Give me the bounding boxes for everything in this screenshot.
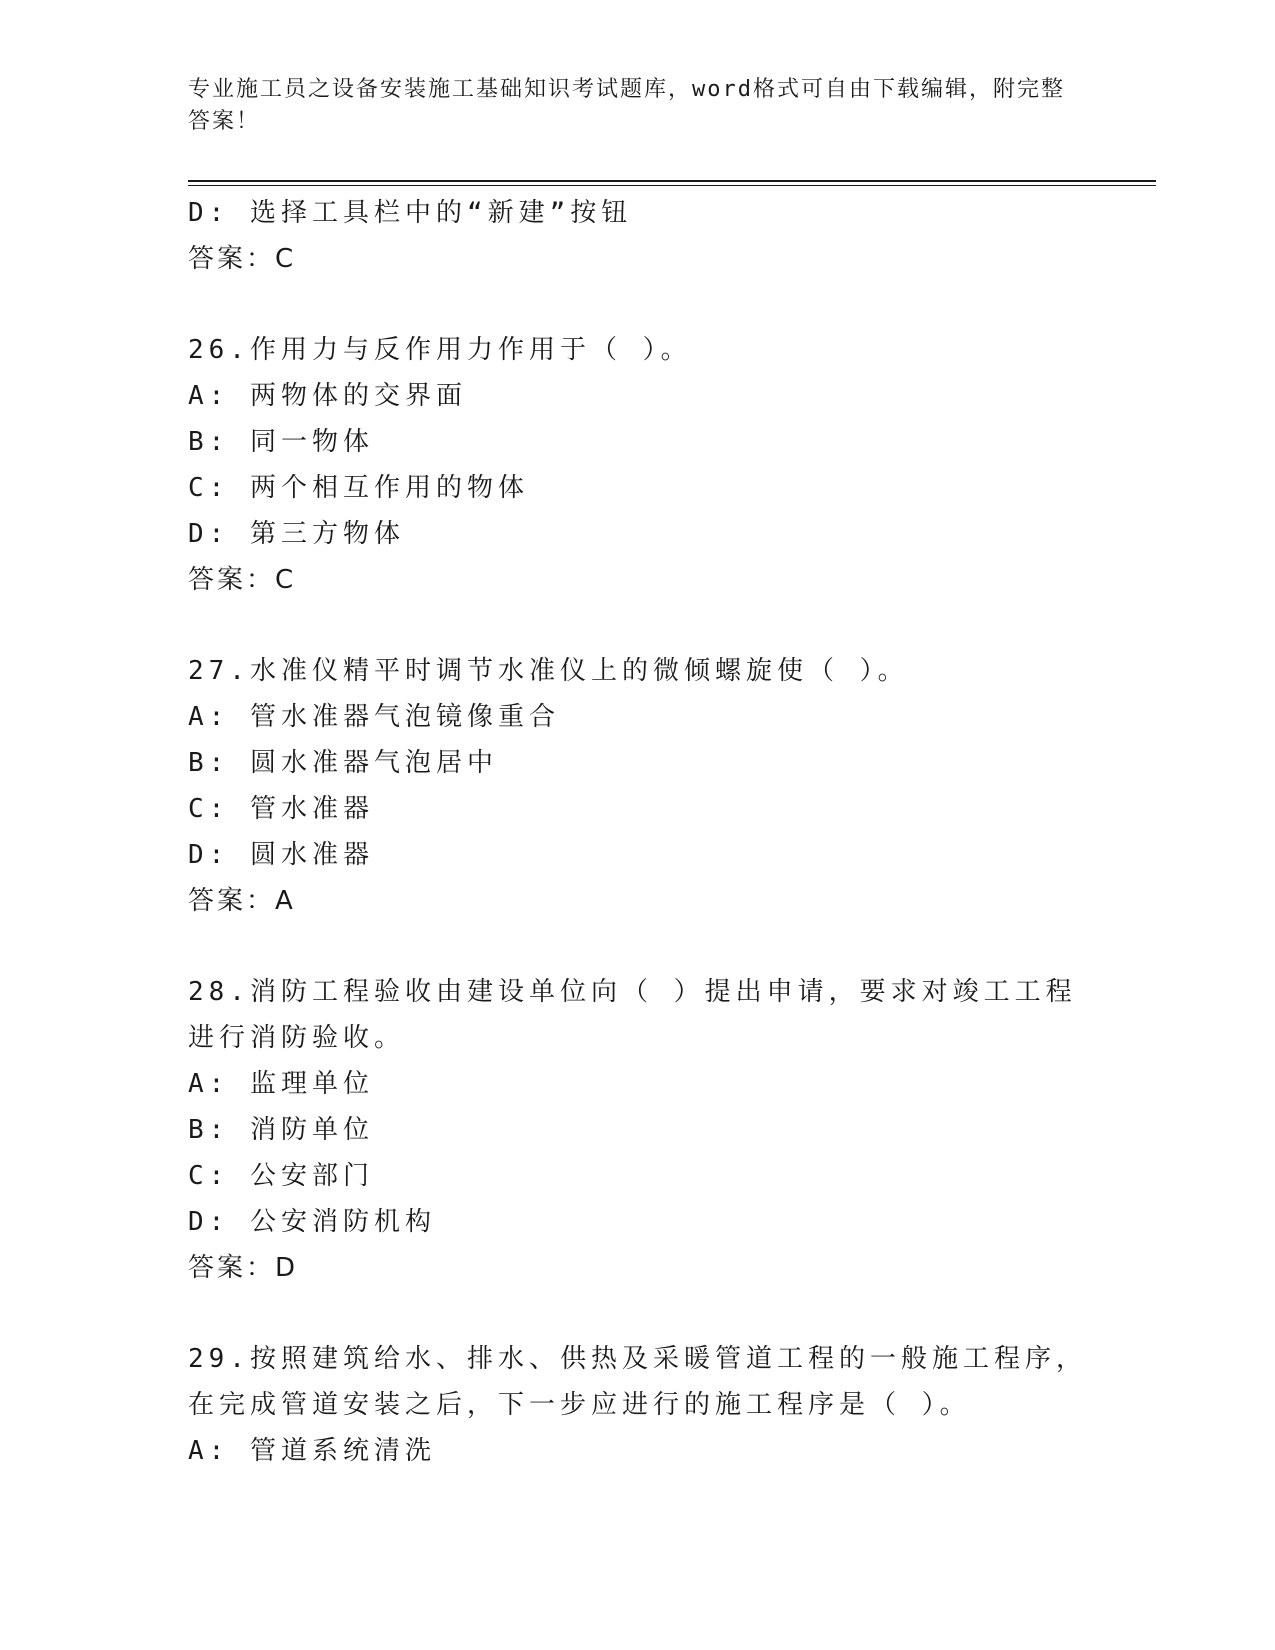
- option-c: C: 公安部门: [188, 1161, 374, 1191]
- question-block-28: [188, 969, 1088, 1291]
- answer-line: 答案：C: [188, 565, 297, 595]
- option-a: A: 监理单位: [188, 1069, 374, 1099]
- question-block-25-tail: [188, 190, 1088, 282]
- question-text: 26.作用力与反作用力作用于（ ）。: [188, 335, 692, 365]
- question-text: 29.按照建筑给水、排水、供热及采暖管道工程的一般施工程序，在完成管道安装之后，下一步应进行的施工程序是（ ）。: [188, 1344, 1087, 1420]
- option-a: A: 两物体的交界面: [188, 381, 467, 411]
- option-d: D: 选择工具栏中的“新建”按钮: [188, 198, 633, 228]
- answer-line: 答案：D: [188, 1253, 299, 1283]
- option-c: C: 管水准器: [188, 794, 374, 824]
- document-header: 专业施工员之设备安装施工基础知识考试题库，word格式可自由下载编辑，附完整答案！: [188, 77, 1065, 134]
- question-block-27: [188, 648, 1088, 924]
- option-d: D: 圆水准器: [188, 840, 374, 870]
- question-block-26: [188, 327, 1088, 603]
- answer-line: 答案：C: [188, 244, 297, 274]
- option-c: C: 两个相互作用的物体: [188, 473, 529, 503]
- option-b: B: 消防单位: [188, 1115, 374, 1145]
- option-d: D: 第三方物体: [188, 519, 405, 549]
- option-d: D: 公安消防机构: [188, 1207, 436, 1237]
- question-text: 28.消防工程验收由建设单位向（ ）提出申请，要求对竣工工程进行消防验收。: [188, 977, 1077, 1053]
- header-divider-thin: [188, 185, 1156, 186]
- header-divider-thick: [188, 180, 1156, 182]
- question-block-29: [188, 1336, 1088, 1474]
- option-b: B: 同一物体: [188, 427, 374, 457]
- question-text: 27.水准仪精平时调节水准仪上的微倾螺旋使（ ）。: [188, 656, 909, 686]
- option-a: A: 管水准器气泡镜像重合: [188, 702, 560, 732]
- answer-line: 答案：A: [188, 886, 296, 916]
- question-list: [188, 190, 1088, 1474]
- option-a: A: 管道系统清洗: [188, 1436, 436, 1466]
- option-b: B: 圆水准器气泡居中: [188, 748, 498, 778]
